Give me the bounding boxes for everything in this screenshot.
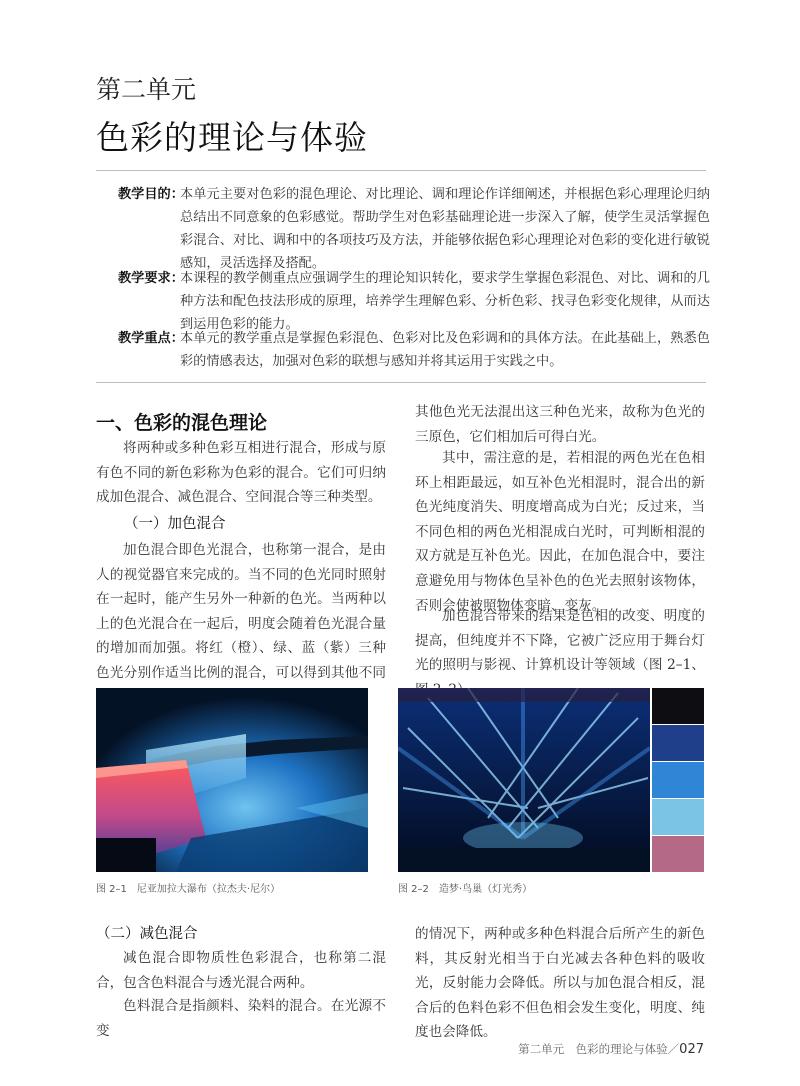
paragraph: 其中，需注意的是，若相混的两色光在色相环上相距最远，如互补色光相混时，混合出的新色光纯度消失、明度增高成为白光；反过来，当不同色相的两色光相混成白光时，可判断相混的双方就是互补色光。因此，在加色混合中，要注意避免用与物体色呈补色的色光去照射该物体，否则会使被照物体变暗、变灰。: [415, 450, 705, 614]
objective-text: 本课程的教学侧重点应强调学生的理论知识转化，要求学生掌握色彩混色、对比、调和的几种方法和配色技法形成的原理，培养学生理解色彩、分析色彩、找寻色彩变化规律，从而达到运用色彩的能力。: [180, 271, 710, 332]
paragraph: 加色混合即色光混合，也称第一混合，是由人的视觉器官来完成的。当不同的色光同时照射在一起时，能产生另外一种新的色光。当两种以上的色光混合在一起后，明度会随着色光混合量的增加而加强。将红（橙）、绿、蓝（紫）三种色光分别作适当比例的混合，可以得到其他不同: [96, 542, 386, 681]
palette-swatch-1: [652, 725, 704, 761]
objective-requirement: [118, 267, 710, 336]
page-number: 027: [679, 1042, 704, 1057]
objective-label: 教学重点：: [118, 331, 184, 346]
palette-swatch-3: [652, 799, 704, 835]
subheading-additive: （一）加色混合: [124, 516, 226, 532]
top-divider: [96, 170, 706, 171]
intro-paragraph: 将两种或多种色彩互相进行混合，形成与原有色不同的新色彩称为色彩的混合。它们可归纳成加色混合、减色混合、空间混合等三种类型。: [96, 440, 386, 506]
section-heading: 一、色彩的混色理论: [96, 412, 268, 434]
figure-birds-nest-light-show: [398, 688, 650, 872]
palette-swatch-4: [652, 836, 704, 872]
paragraph: 色料混合是指颜料、染料的混合。在光源不变: [96, 998, 386, 1039]
objective-focus: [118, 327, 710, 373]
paragraph: 减色混合即物质性色彩混合，也称第二混合，包含色料混合与透光混合两种。: [96, 950, 386, 991]
page-footer: [518, 1041, 704, 1057]
footer-running-title: 第二单元 色彩的理论与体验: [518, 1042, 668, 1056]
waterfall-image: [96, 688, 368, 872]
subheading-subtractive: （二）减色混合: [96, 926, 198, 942]
objective-label: 教学要求：: [118, 271, 184, 286]
footer-slash: ／: [667, 1042, 680, 1056]
figure-niagara-falls: [96, 688, 368, 872]
objective-purpose: [118, 183, 710, 275]
palette-swatch-2: [652, 762, 704, 798]
objectives-divider: [96, 382, 706, 383]
unit-label: 第二单元: [96, 75, 197, 104]
light-show-image: [398, 688, 650, 872]
color-palette: [652, 688, 704, 872]
paragraph: 加色混合带来的结果是色相的改变、明度的提高，但纯度并不下降，它被广泛应用于舞台灯光的照明与影视、计算机设计等领域（图 2–1、: [415, 608, 705, 674]
palette-swatch-0: [652, 688, 704, 724]
objective-label: 教学目的：: [118, 187, 184, 202]
unit-title: 色彩的理论与体验: [96, 118, 368, 157]
objective-text: 本单元的教学重点是掌握色彩混色、色彩对比及色彩调和的具体方法。在此基础上，熟悉色彩的情感表达，加强对色彩的联想与感知并将其运用于实践之中。: [180, 331, 710, 369]
objective-text: 本单元主要对色彩的混色理论、对比理论、调和理论作详细阐述，并根据色彩心理理论归纳总结出不同意象的色彩感觉。帮助学生对色彩基础理论进一步深入了解，使学生灵活掌握色彩混合、对比、调和中的各项技巧及方法，并能够依据色彩心理理论对色彩的变化进行敏锐感知，灵活选择及搭配。: [180, 187, 710, 271]
figure-caption: 图 2–2 造梦·鸟巢（灯光秀）: [398, 884, 533, 895]
paragraph: 其他色光无法混出这三种色光来，故称为色光的三原色，它们相加后可得白光。: [415, 404, 705, 445]
figure-caption: 图 2–1 尼亚加拉大瀑布（拉杰夫·尼尔）: [96, 884, 281, 895]
paragraph: 的情况下，两种或多种色料混合后所产生的新色料，其反射光相当于白光减去各种色料的吸收光，反射能力会降低。所以与加色混合相反，混合后的色料色彩不但色相会发生变化，明度、纯度也会降低。: [415, 926, 705, 1041]
